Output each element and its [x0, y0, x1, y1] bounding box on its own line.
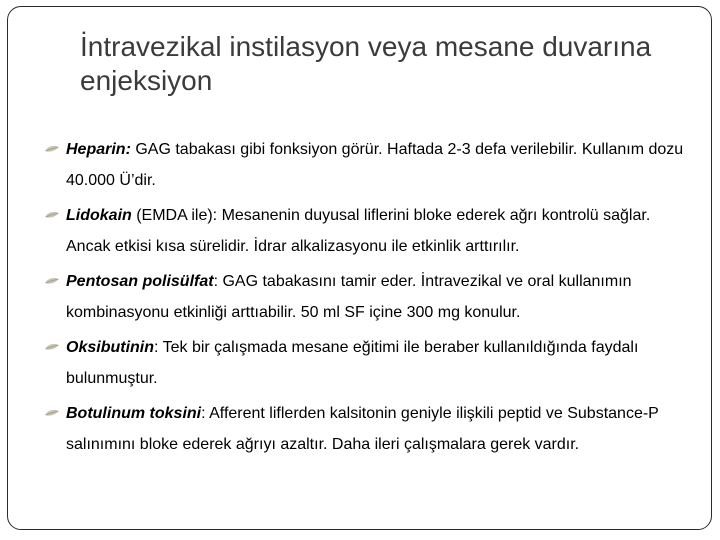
leaf-bullet-icon: [44, 211, 60, 221]
bullet-item-pentosan: [44, 266, 684, 328]
bullet-term: Pentosan polisülfat: [66, 273, 214, 290]
bullet-text: : Afferent liflerden kalsitonin geniyle ilişkili peptid ve Substance-P salınımını bloke ederek ağrıyı azaltır. Daha ileri çalışmalara gerek vardır.: [66, 405, 659, 453]
leaf-bullet-icon: [44, 145, 60, 155]
bullet-term: Lidokain: [66, 207, 132, 224]
bullet-text: : GAG tabakasını tamir eder. İntravezikal ve oral kullanımın kombinasyonu etkinliği arttıabilir. 50 ml SF içine 300 mg konulur.: [66, 273, 632, 321]
bullet-term: Botulinum toksini: [66, 405, 202, 422]
leaf-bullet-icon: [44, 343, 60, 353]
bullet-item-lidokain: [44, 200, 684, 262]
bullet-term: Oksibutinin: [66, 339, 154, 356]
bullet-item-heparin: [44, 134, 684, 196]
leaf-bullet-icon: [44, 277, 60, 287]
bullet-text: (EMDA ile): Mesanenin duyusal liflerini bloke ederek ağrı kontrolü sağlar. Ancak etkisi kısa sürelidir. İdrar alkalizasyonu ile etkinlik arttırılır.: [66, 207, 651, 255]
bullet-item-botulinum: [44, 398, 684, 460]
bullet-item-oksibutinin: [44, 332, 684, 394]
leaf-bullet-icon: [44, 409, 60, 419]
bullet-list: [44, 134, 684, 464]
bullet-text: GAG tabakası gibi fonksiyon görür. Haftada 2-3 defa verilebilir. Kullanım dozu 40.000 Ü’dir.: [66, 141, 684, 189]
bullet-term: Heparin:: [66, 141, 131, 158]
bullet-text: : Tek bir çalışmada mesane eğitimi ile beraber kullanıldığında faydalı bulunmuştur.: [66, 339, 639, 387]
slide-title: İntravezikal instilasyon veya mesane duvarına enjeksiyon: [80, 31, 652, 96]
